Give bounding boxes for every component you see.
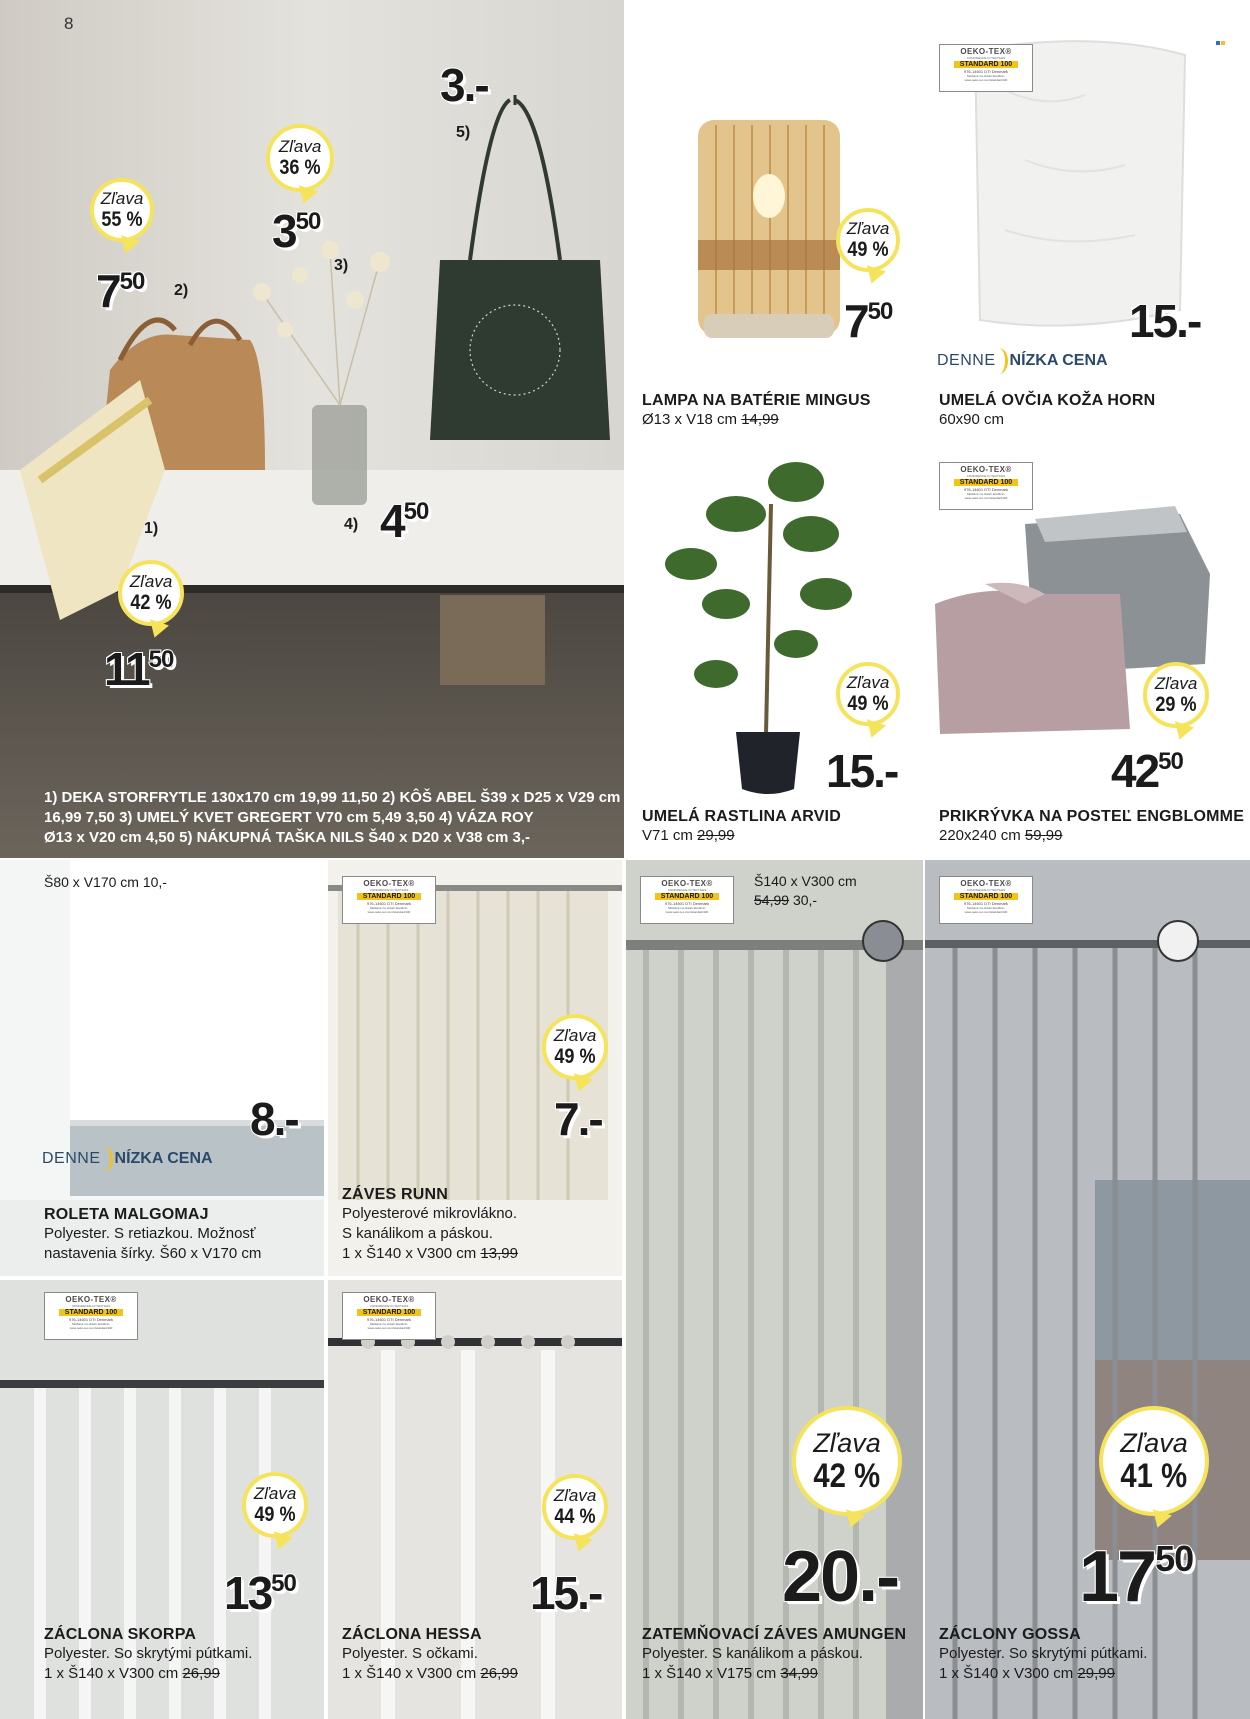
- hero-tile: [0, 0, 624, 858]
- oeko-code: 976-14601 DTI Denmark: [366, 1317, 412, 1322]
- moon-icon: [990, 348, 1008, 374]
- hessa-tile: [328, 1280, 622, 1719]
- amungen-note: [754, 872, 857, 910]
- price-tag-vaza: [380, 494, 428, 548]
- old-price: 59,99: [1024, 827, 1063, 844]
- oeko-tex-badge: [640, 876, 734, 924]
- discount-label: Zľava: [129, 572, 173, 591]
- price-tag-bedspread: [1111, 744, 1183, 798]
- oeko-line-1: Skúšané na obsah škodlivín.: [966, 906, 1006, 910]
- product-desc-1: Polyester. So skrytými pútkami.: [939, 1645, 1148, 1662]
- oeko-title: OEKO-TEX®: [363, 879, 415, 888]
- price-cents: 50: [1155, 1538, 1194, 1579]
- brand-logo: [1216, 32, 1226, 40]
- oeko-sub: CONFIDENCE IN TEXTILES: [71, 1304, 111, 1308]
- oeko-line-1: Skúšané na obsah škodlivín.: [369, 1322, 409, 1326]
- product-size: 60x90 cm: [939, 411, 1005, 428]
- sheepskin-info: [939, 392, 1155, 430]
- lamp-info: [642, 392, 871, 430]
- product-desc-1: Polyester. S kanálikom a páskou.: [642, 1645, 863, 1662]
- old-price: 26,99: [182, 1665, 220, 1682]
- product-desc-2: S kanálikom a páskou.: [342, 1225, 493, 1242]
- price-main: 42: [1111, 745, 1159, 797]
- note-size: Š140 x V300 cm: [754, 873, 857, 889]
- skorpa-tile: [0, 1280, 324, 1719]
- price-main: 15.-: [826, 745, 898, 797]
- oeko-title: OEKO-TEX®: [65, 1295, 117, 1304]
- discount-label: Zľava: [553, 1486, 597, 1505]
- product-desc-2: [642, 1664, 906, 1684]
- price-tag-gossa: [1079, 1536, 1193, 1618]
- price-tag-amungen: [782, 1536, 898, 1618]
- oeko-sub: CONFIDENCE IN TEXTILES: [966, 474, 1006, 478]
- price-tag-roleta: [250, 1092, 298, 1146]
- discount-badge-lamp: [836, 208, 900, 272]
- product-title: ZÁCLONA HESSA: [342, 1626, 482, 1643]
- price-tag-skorpa: [224, 1566, 296, 1620]
- product-desc-1: Polyester. S očkami.: [342, 1645, 478, 1662]
- oeko-standard: STANDARD 100: [59, 1309, 123, 1316]
- hero-caption-line-2: 16,99 7,50 3) UMELÝ KVET GREGERT V70 cm 5,49 3,50 4) VÁZA ROY: [44, 809, 534, 826]
- oeko-sub: CONFIDENCE IN TEXTILES: [369, 888, 409, 892]
- price-cents: 50: [1158, 748, 1183, 775]
- price-cents: 50: [403, 498, 429, 525]
- product-desc: [939, 826, 1244, 846]
- oeko-line-1: Skúšané na obsah škodlivín.: [667, 906, 707, 910]
- discount-label: Zľava: [100, 189, 144, 208]
- discount-badge-bedspread: [1143, 662, 1209, 728]
- price-tag-kos: [96, 264, 144, 318]
- product-size: 1 x Š140 x V175 cm: [642, 1665, 777, 1682]
- product-size: Ø13 x V18 cm: [642, 411, 738, 428]
- nizka-cena-word: NÍZKA CENA: [1009, 352, 1108, 369]
- oeko-tex-badge: [342, 876, 436, 924]
- oeko-line-1: Skúšané na obsah škodlivín.: [369, 906, 409, 910]
- product-title: ZÁVES RUNN: [342, 1186, 449, 1203]
- old-price: 34,99: [780, 1665, 818, 1682]
- discount-percent: 41 %: [1120, 1457, 1188, 1495]
- product-size: 1 x Š140 x V300 cm: [342, 1245, 477, 1262]
- old-price: 29,99: [697, 827, 735, 844]
- product-desc-2: [44, 1664, 252, 1684]
- oeko-line-1: Skúšané na obsah škodlivín.: [966, 492, 1006, 496]
- oeko-title: OEKO-TEX®: [363, 1295, 415, 1304]
- oeko-sub: CONFIDENCE IN TEXTILES: [966, 888, 1006, 892]
- oeko-title: OEKO-TEX®: [960, 47, 1012, 56]
- old-price: 14,99: [741, 411, 779, 428]
- denne-nizka-cena-logo: [937, 348, 1108, 374]
- discount-percent: 42 %: [813, 1457, 881, 1495]
- oeko-tex-badge: [44, 1292, 138, 1340]
- product-title: PRIKRÝVKA NA POSTEĽ ENGBLOMME: [939, 808, 1245, 825]
- oeko-standard: STANDARD 100: [954, 893, 1018, 900]
- price-tag-deka: [104, 642, 173, 696]
- oeko-line-2: www.oeko-tex.com/standard100: [964, 910, 1008, 914]
- discount-badge-skorpa: [242, 1472, 308, 1538]
- discount-percent: 49 %: [254, 1503, 296, 1526]
- oeko-sub: CONFIDENCE IN TEXTILES: [966, 56, 1006, 60]
- hero-caption-line-3: Ø13 x V20 cm 4,50 5) NÁKUPNÁ TAŠKA NILS Š40 x D20 x V38 cm 3,-: [44, 829, 531, 846]
- price-main: 7: [96, 265, 120, 317]
- oeko-tex-badge: [342, 1292, 436, 1340]
- discount-label: Zľava: [553, 1026, 597, 1045]
- discount-percent: 42 %: [130, 591, 172, 614]
- nizka-cena-word: NÍZKA CENA: [114, 1150, 213, 1167]
- denne-word: DENNE: [937, 352, 996, 369]
- discount-percent: 44 %: [554, 1505, 596, 1528]
- item-number-5: 5): [456, 124, 471, 141]
- denne-word: DENNE: [42, 1150, 101, 1167]
- product-size: 1 x Š140 x V300 cm: [44, 1665, 179, 1682]
- product-desc-2: nastavenia šírky. Š60 x V170 cm: [44, 1245, 262, 1262]
- price-cents: 50: [148, 646, 174, 673]
- price-tag-lamp: [844, 294, 892, 348]
- price-main: 20.-: [782, 1537, 899, 1617]
- product-desc-2: [342, 1664, 518, 1684]
- price-tag-sheepskin: [1129, 294, 1200, 348]
- old-price: 26,99: [480, 1665, 518, 1682]
- hero-caption: [44, 788, 624, 848]
- price-main: 3: [272, 205, 296, 257]
- price-main: 17: [1079, 1537, 1156, 1617]
- amungen-info: [642, 1626, 906, 1684]
- product-title: ZÁCLONA SKORPA: [44, 1626, 197, 1643]
- oeko-code: 976-14601 DTI Denmark: [963, 487, 1009, 492]
- product-desc-2: [939, 1664, 1147, 1684]
- oeko-standard: STANDARD 100: [954, 61, 1018, 68]
- item-number-2: 2): [174, 282, 189, 299]
- product-desc-3: [342, 1244, 518, 1264]
- discount-badge-kvet: [266, 124, 334, 192]
- bedspread-info: [939, 808, 1244, 846]
- skorpa-info: [44, 1626, 252, 1684]
- product-desc: [642, 826, 841, 846]
- gossa-tile: [925, 860, 1250, 1719]
- discount-label: Zľava: [813, 1428, 881, 1458]
- oeko-code: 976-14601 DTI Denmark: [68, 1317, 114, 1322]
- product-title: ZÁCLONY GOSSA: [939, 1626, 1081, 1643]
- sheepskin-tile: [925, 0, 1250, 442]
- item-number-1: 1): [144, 520, 159, 537]
- price-tag-plant: [826, 744, 897, 798]
- color-swatch-white[interactable]: [1157, 920, 1199, 962]
- oeko-standard: STANDARD 100: [357, 893, 421, 900]
- moon-icon: [95, 1146, 113, 1172]
- oeko-title: OEKO-TEX®: [960, 465, 1012, 474]
- price-main: 15.-: [530, 1567, 602, 1619]
- roleta-tile: [0, 860, 324, 1276]
- price-main: 4: [380, 495, 404, 547]
- discount-badge-deka: [118, 560, 184, 626]
- new-price: 30,-: [792, 892, 818, 908]
- discount-label: Zľava: [278, 137, 322, 156]
- oeko-code: 976-14601 DTI Denmark: [963, 901, 1009, 906]
- product-size: 1 x Š140 x V300 cm: [939, 1665, 1074, 1682]
- price-main: 13: [224, 1567, 272, 1619]
- oeko-standard: STANDARD 100: [954, 479, 1018, 486]
- discount-label: Zľava: [846, 673, 890, 692]
- runn-info: [342, 1186, 518, 1264]
- price-cents: 50: [271, 1570, 296, 1597]
- product-size: V71 cm: [642, 827, 693, 844]
- discount-percent: 29 %: [1155, 693, 1197, 716]
- oeko-sub: CONFIDENCE IN TEXTILES: [667, 888, 707, 892]
- oeko-tex-badge: [939, 44, 1033, 92]
- oeko-line-2: www.oeko-tex.com/standard100: [367, 1326, 411, 1330]
- oeko-sub: CONFIDENCE IN TEXTILES: [369, 1304, 409, 1308]
- product-title: LAMPA NA BATÉRIE MINGUS: [642, 392, 871, 409]
- product-title: ROLETA MALGOMAJ: [44, 1206, 209, 1223]
- oeko-title: OEKO-TEX®: [661, 879, 713, 888]
- old-price: 13,99: [480, 1245, 518, 1262]
- oeko-code: 976-14601 DTI Denmark: [366, 901, 412, 906]
- oeko-line-2: www.oeko-tex.com/standard100: [964, 78, 1008, 82]
- roleta-note: Š80 x V170 cm 10,-: [44, 874, 167, 890]
- price-tag-taska: [440, 58, 488, 112]
- discount-badge-runn: [542, 1014, 608, 1080]
- oeko-line-2: www.oeko-tex.com/standard100: [367, 910, 411, 914]
- discount-badge-kos: [90, 178, 154, 242]
- note-price: [754, 891, 857, 910]
- price-cents: 50: [119, 268, 145, 295]
- discount-percent: 36 %: [279, 156, 321, 179]
- amungen-tile: [626, 860, 923, 1719]
- discount-percent: 55 %: [101, 208, 143, 231]
- old-price: 54,99: [754, 892, 790, 908]
- roleta-info: [44, 1206, 261, 1264]
- price-main: 7: [844, 295, 868, 347]
- item-number-3: 3): [334, 257, 349, 274]
- plant-info: [642, 808, 841, 846]
- runn-tile: [328, 860, 622, 1276]
- gossa-info: [939, 1626, 1147, 1684]
- plant-tile: [626, 444, 923, 858]
- item-number-4: 4): [344, 516, 359, 533]
- price-main: 7.-: [554, 1093, 602, 1145]
- product-desc: [642, 410, 871, 430]
- product-size: 220x240 cm: [939, 827, 1021, 844]
- discount-percent: 49 %: [554, 1045, 596, 1068]
- price-cents: 50: [867, 298, 893, 325]
- discount-badge-hessa: [542, 1474, 608, 1540]
- product-title: ZATEMŇOVACÍ ZÁVES AMUNGEN: [642, 1626, 907, 1643]
- oeko-tex-badge: [939, 876, 1033, 924]
- old-price: 29,99: [1077, 1665, 1115, 1682]
- color-swatch-grey[interactable]: [862, 920, 904, 962]
- discount-badge-gossa: [1099, 1406, 1209, 1516]
- discount-badge-amungen: [792, 1406, 902, 1516]
- price-main: 15.-: [1129, 295, 1201, 347]
- discount-label: Zľava: [1154, 674, 1198, 693]
- product-title: UMELÁ OVČIA KOŽA HORN: [939, 392, 1156, 409]
- hessa-info: [342, 1626, 518, 1684]
- discount-percent: 49 %: [847, 692, 889, 715]
- page-number: 8: [64, 14, 74, 33]
- oeko-line-2: www.oeko-tex.com/standard100: [69, 1326, 113, 1330]
- price-main: 11: [104, 643, 149, 695]
- hero-caption-line-1: 1) DEKA STORFRYTLE 130x170 cm 19,99 11,50 2) KÔŠ ABEL Š39 x D25 x V29 cm: [44, 789, 621, 806]
- bedspread-tile: [925, 444, 1250, 858]
- oeko-code: 976-14601 DTI Denmark: [963, 69, 1009, 74]
- oeko-line-2: www.oeko-tex.com/standard100: [665, 910, 709, 914]
- discount-badge-plant: [836, 662, 900, 726]
- oeko-tex-badge: [939, 462, 1033, 510]
- oeko-standard: STANDARD 100: [655, 893, 719, 900]
- oeko-line-2: www.oeko-tex.com/standard100: [964, 496, 1008, 500]
- oeko-line-1: Skúšané na obsah škodlivín.: [71, 1322, 111, 1326]
- discount-label: Zľava: [1120, 1428, 1188, 1458]
- lamp-tile: [626, 0, 923, 442]
- oeko-title: OEKO-TEX®: [960, 879, 1012, 888]
- discount-label: Zľava: [846, 219, 890, 238]
- discount-percent: 49 %: [847, 238, 889, 261]
- denne-nizka-cena-logo: [42, 1146, 213, 1172]
- price-main: 8.-: [250, 1093, 298, 1145]
- oeko-line-1: Skúšané na obsah škodlivín.: [966, 74, 1006, 78]
- oeko-standard: STANDARD 100: [357, 1309, 421, 1316]
- price-tag-hessa: [530, 1566, 601, 1620]
- price-cents: 50: [295, 208, 321, 235]
- price-main: 3.-: [440, 59, 488, 111]
- product-size: 1 x Š140 x V300 cm: [342, 1665, 477, 1682]
- product-title: UMELÁ RASTLINA ARVID: [642, 808, 841, 825]
- product-desc-1: Polyesterové mikrovlákno.: [342, 1205, 518, 1222]
- discount-label: Zľava: [253, 1484, 297, 1503]
- product-desc-1: Polyester. So skrytými pútkami.: [44, 1645, 253, 1662]
- product-desc-1: Polyester. S retiazkou. Možnosť: [44, 1225, 256, 1242]
- price-tag-kvet: [272, 204, 320, 258]
- price-tag-runn: [554, 1092, 602, 1146]
- oeko-code: 976-14601 DTI Denmark: [664, 901, 710, 906]
